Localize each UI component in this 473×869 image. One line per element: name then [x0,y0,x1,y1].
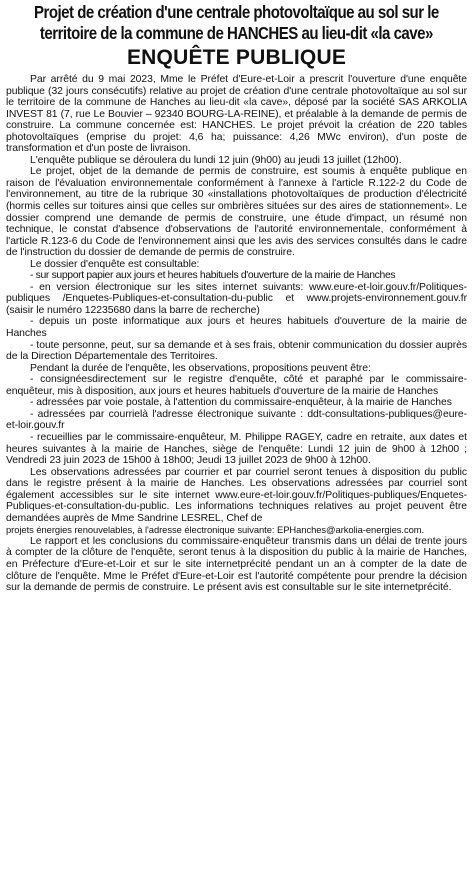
paragraph-observations-intro: Pendant la durée de l'enquête, les observations, propositions peuvent être: [30,362,371,374]
paragraph-dates: L'enquête publique se déroulera du lundi 12 juin (9h00) au jeudi 13 juillet (12h00). [30,154,402,166]
list-item-commissioner: - recueillies par le commissaire-enquêteur, M. Philippe RAGEY, cadre en retraite, aux dates et heures suivantes à la mairie de Hanches, siège de l'enquête: Lundi 12 juin de 9h00 à 12h00 ; Vendredi 23 juin 2023 de 15h00 à 18h00; Jeudi 13 juillet 2023 de 9h00 à 12h00. [6,431,467,467]
notice-headline: Projet de création d'une centrale photovoltaïque au sol sur le territoire de la commune de HANCHES au lieu-dit «la cave» [34,2,439,43]
paragraph-report: Le rapport et les conclusions du commissaire-enquêteur transmis dans un délai de trente jours à compter de la clôture de l'enquête, seront tenus à la disposition du public à la mairie de Hanches, en Préfecture d'Eure-et-Loir et sur le site internetprécité pendant un an à compter de la date de clôture de l'enquête. Mme le Préfet d'Eure-et-Loir est l'autorité compétente pour prendre la décision sur la demande de permis de construire. Le présent avis est consultable sur le site internetprécité. [6,535,467,594]
paragraph-consultation-intro: Le dossier d'enquête est consultable: [30,258,200,270]
list-item-computer: - depuis un poste informatique aux jours et heures habituels d'ouverture de la mairie de Hanches [6,316,467,340]
list-item-request: - toute personne, peut, sur sa demande et à ses frais, obtenir communication du dossier auprès de la Direction Départementale des Territoires. [6,339,467,363]
paragraph-observations-access: Les observations adressées par courrier et par courriel seront tenues à disposition du public dans le registre présent à la mairie de Hanches. Les observations adressées par courriel sont également accessibles sur le site internet www.eure-et-loir.gouv.fr/Politiques-publiques/Enquetes-Publiques-et-consultation-du-public. Les informations techniques relatives au projet peuvent être demandées auprès de Mme Sandrine LESREL, Chef de [6,466,467,524]
notice-body [6,74,467,594]
paragraph-project: Le projet, objet de la demande de permis de construire, est soumis à enquête publique en raison de l'évaluation environnementale conformément à l'annexe à l'article R.122-2 du Code de l'environnement, au titre de la rubrique 30 «installations photovoltaïques de production d'électricité (hormis celles sur toitures ainsi que celles sur ombrières situées sur des aires de stationnement». Le dossier comprend une demande de permis de construire, une étude d'impact, un résumé non technique, le constat d'absence d'observations de l'autorité environnementale, conformément à l'article R.123-6 du Code de l'environnement ainsi que les avis des services consultés dans le cadre de l'instruction du dossier de demande de permis de construire. [6,166,467,259]
paragraph-decree: Par arrêté du 9 mai 2023, Mme le Préfet d'Eure-et-Loir a prescrit l'ouverture d'une enquête publique (32 jours consécutifs) relative au projet de création d'une centrale photovoltaïque au sol sur le territoire de la commune de Hanches au lieu-dit «la cave», déposé par la société SAS ARKOLIA INVEST 81 (7, rue Le Bouvier – 92340 BOURG-LA-REINE), et préalable à la demande de permis de construire. La commune concernée est: HANCHES. Le projet prévoit la création de 220 tables photovoltaïques (emprise du projet: 4,6 ha; puissance: 4,26 MWc environ), d'un poste de transformation et d'un poste de livraison. [6,74,467,155]
list-item-register: - consignéesdirectement sur le registre d'enquête, côté et paraphé par le commissaire-enquêteur, mis à disposition, aux jours et heures habituels d'ouverture de la mairie de Hanches [6,374,467,397]
list-item-paper: - sur support papier aux jours et heures habituels d'ouverture de la mairie de Hanches [30,270,396,282]
paragraph-contact: projets énergies renouvelables, à l'adresse électronique suivante: EPHanches@arkolia-energies.com. [6,524,425,536]
list-item-email: - adressées par courrielà l'adresse électronique suivante : ddt-consultations-publiques@eure-et-loir.gouv.fr [6,408,467,432]
list-item-postal: - adressées par voie postale, à l'attention du commissaire-enquêteur, à la mairie de Hanches [30,397,452,409]
notice-title: ENQUÊTE PUBLIQUE [126,46,347,69]
list-item-websites: - en version électronique sur les sites internet suivants: www.eure-et-loir.gouv.fr/Politiques-publiques /Enquetes-Publiques-et-consultation-du-public et www.projets-environnement.gouv.fr (saisir le numéro 12235680 dans la barre de recherche) [6,281,467,316]
